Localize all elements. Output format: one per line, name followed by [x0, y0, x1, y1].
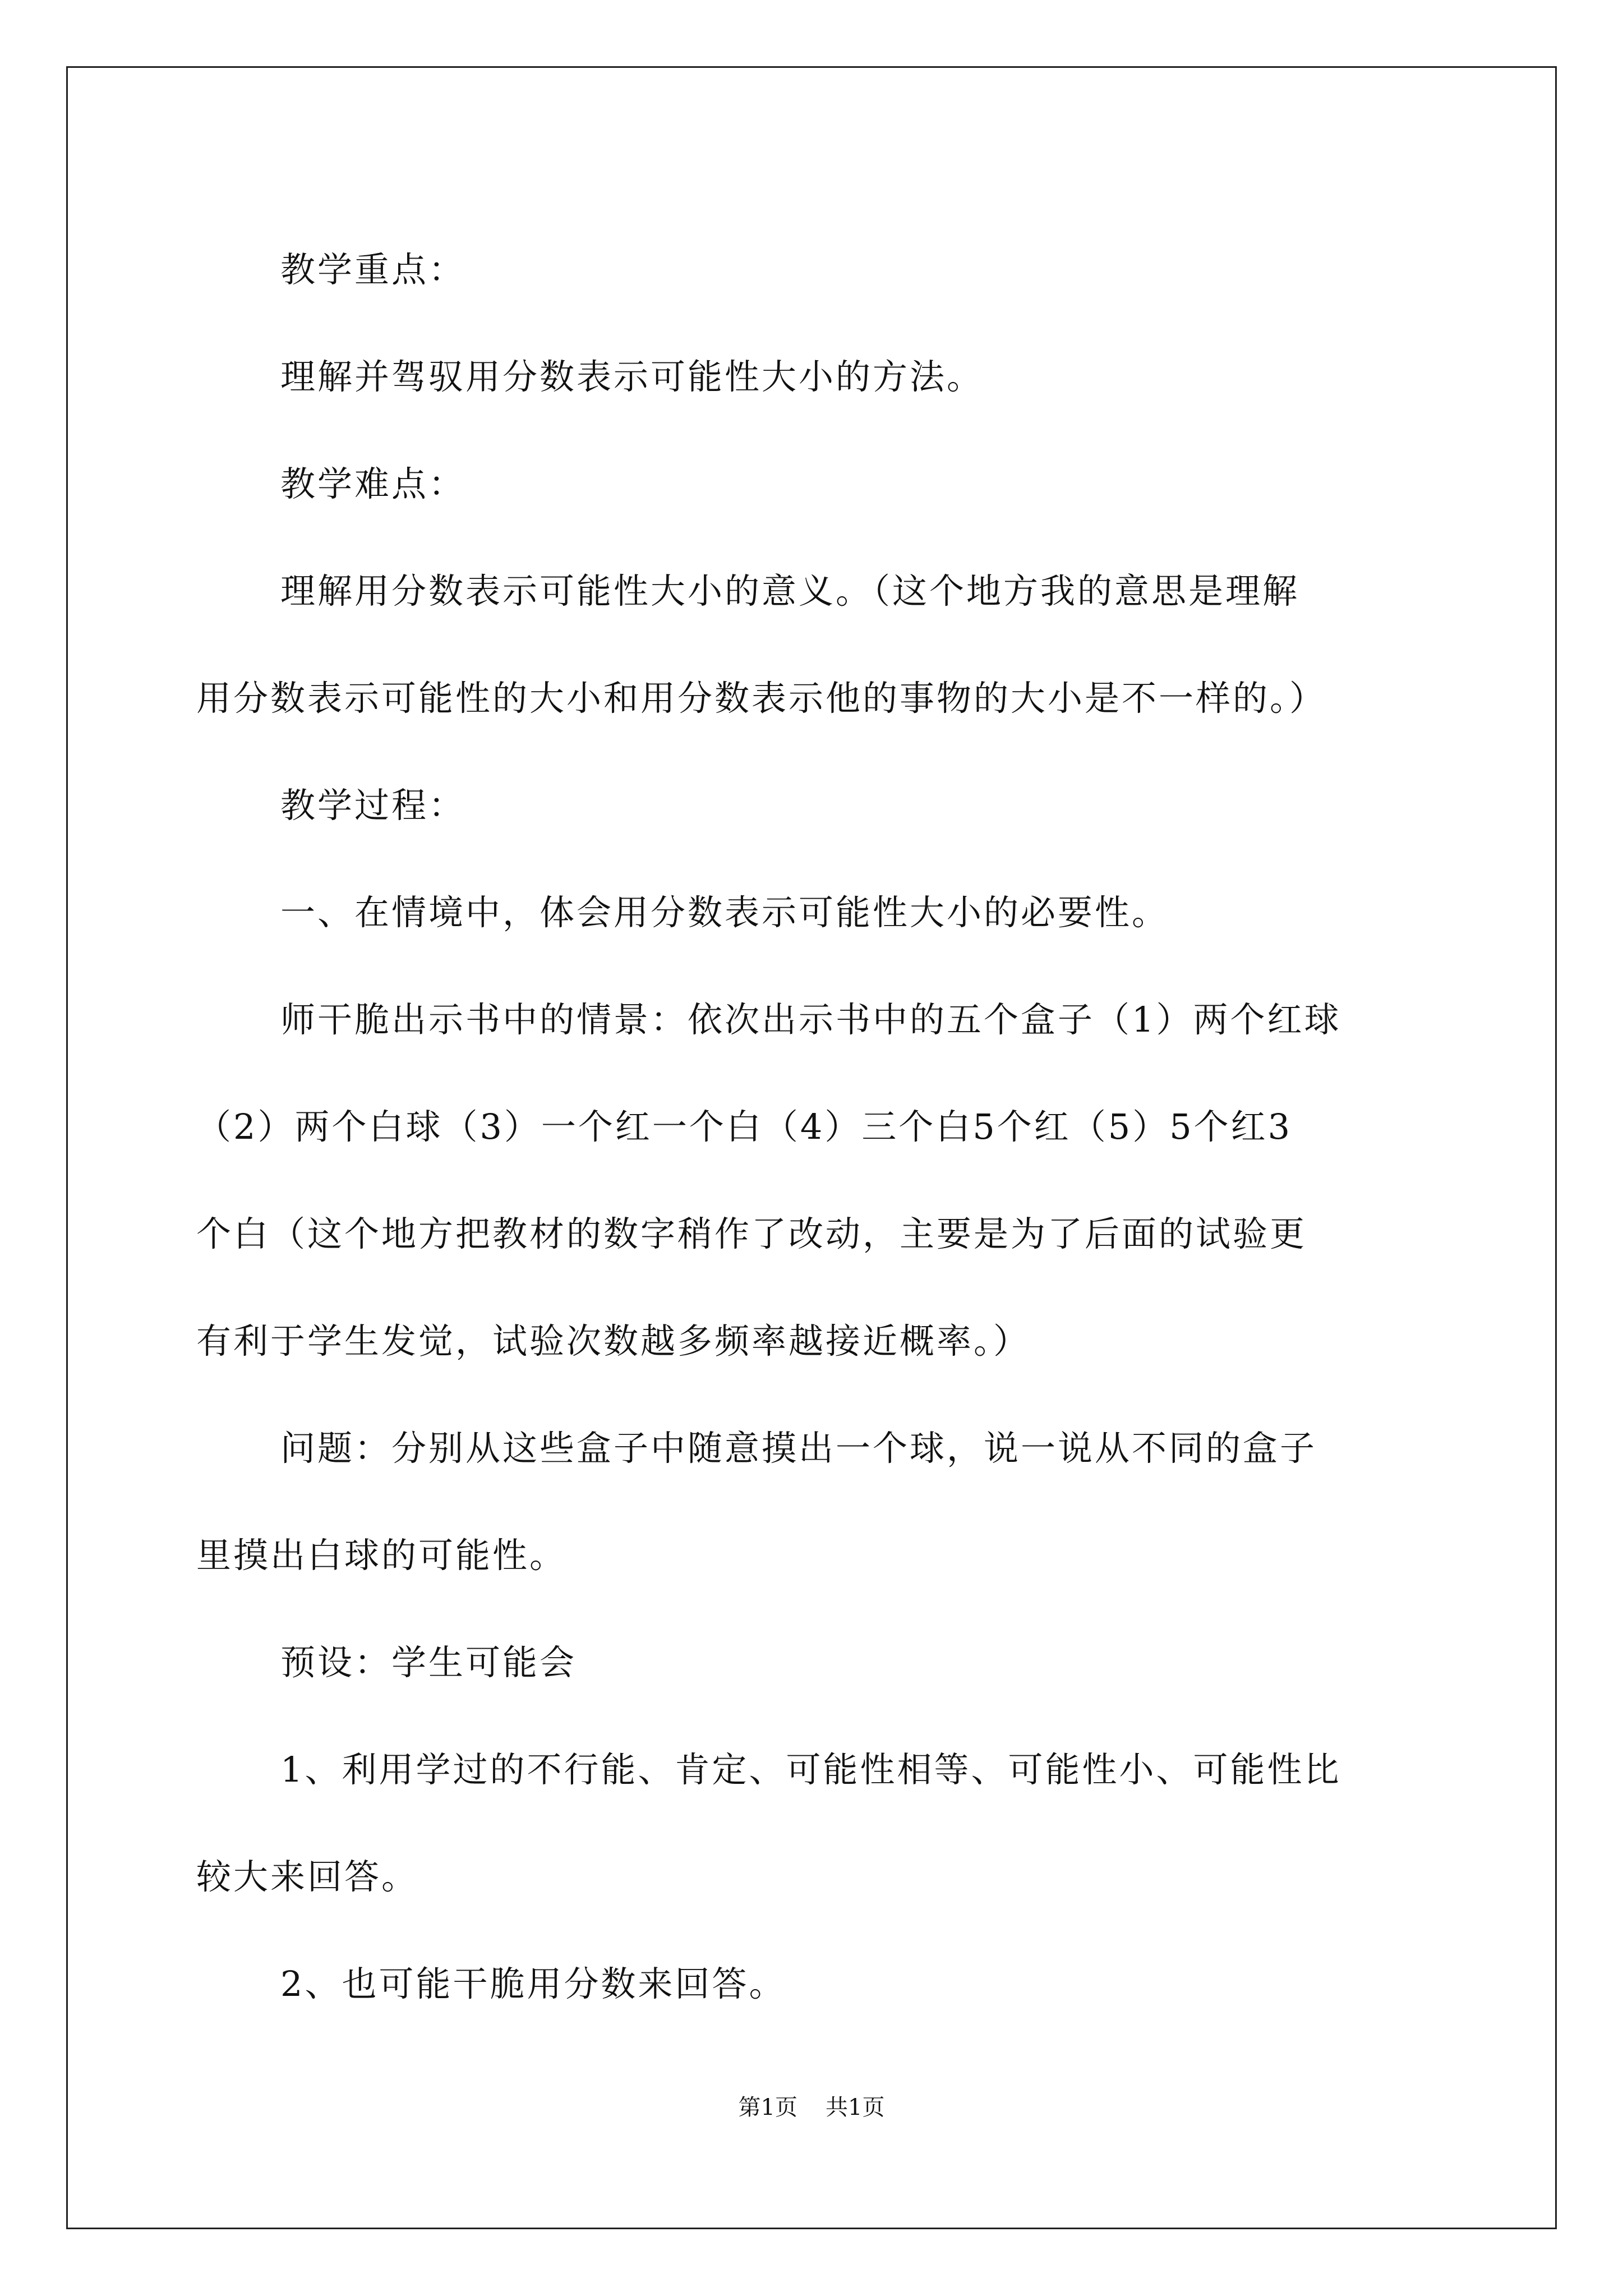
paragraph-difficulty-line-2: 用分数表示可能性的大小和用分数表示他的事物的大小是不一样的。）: [196, 678, 1327, 719]
page-footer: [0, 2090, 1623, 2122]
list-item-1-line-1: 1、利用学过的不行能、肯定、可能性相等、可能性小、可能性比: [280, 1749, 1341, 1790]
page-number-total: 共1页: [826, 2095, 885, 2120]
paragraph-question-line-1: 问题：分别从这些盒子中随意摸出一个球，说一说从不同的盒子: [280, 1428, 1317, 1469]
document-body: [196, 216, 1430, 2037]
paragraph-scenario-line-1: 师干脆出示书中的情景：依次出示书中的五个盒子（1）两个红球: [280, 999, 1341, 1040]
page-number-current: 第1页: [738, 2095, 797, 2120]
list-item-2: 2、也可能干脆用分数来回答。: [280, 1963, 786, 2004]
heading-teaching-focus: 教学重点：: [280, 249, 466, 290]
paragraph-presumption: 预设：学生可能会: [280, 1642, 577, 1683]
section-heading-one: 一、在情境中，体会用分数表示可能性大小的必要性。: [280, 892, 1169, 933]
paragraph-focus-content: 理解并驾驭用分数表示可能性大小的方法。: [280, 356, 984, 397]
paragraph-scenario-line-3: 个白（这个地方把教材的数字稍作了改动，主要是为了后面的试验更: [196, 1213, 1307, 1254]
list-item-1-line-2: 较大来回答。: [196, 1856, 419, 1897]
heading-teaching-difficulty: 教学难点：: [280, 463, 466, 504]
paragraph-difficulty-line-1: 理解用分数表示可能性大小的意义。（这个地方我的意思是理解: [280, 570, 1300, 611]
paragraph-scenario-line-4: 有利于学生发觉，试验次数越多频率越接近概率。）: [196, 1320, 1031, 1361]
heading-teaching-process: 教学过程：: [280, 785, 466, 826]
paragraph-question-line-2: 里摸出白球的可能性。: [196, 1535, 567, 1576]
paragraph-scenario-line-2: （2）两个白球（3）一个红一个白（4）三个白5个红（5）5个红3: [196, 1106, 1293, 1147]
